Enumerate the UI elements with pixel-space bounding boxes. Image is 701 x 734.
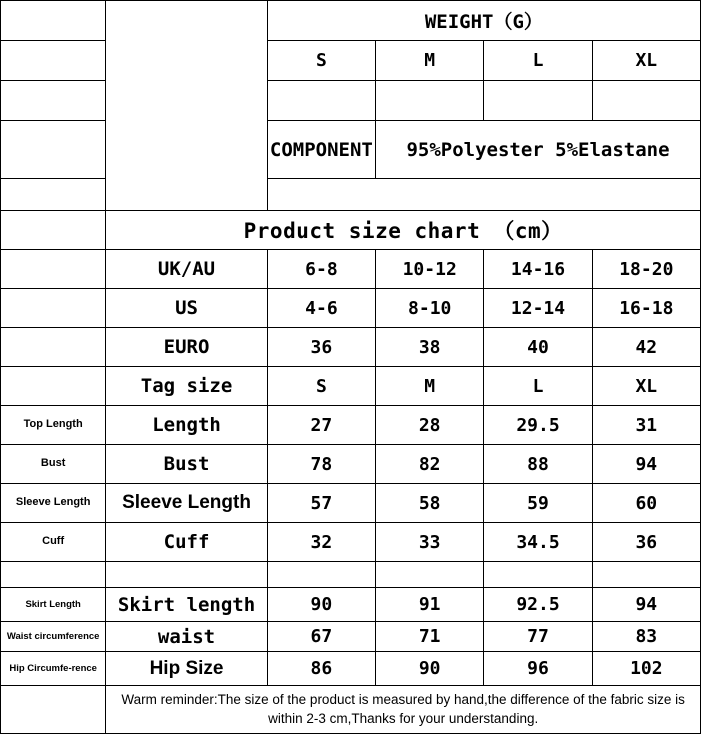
cell-value: 18-20 [592, 250, 700, 289]
weight-value-xl [592, 81, 700, 121]
product-photo [106, 1, 267, 211]
cell-value: 91 [376, 588, 484, 622]
blank-cell [267, 179, 700, 211]
side-label-skirt-length: Skirt Length [1, 588, 106, 622]
table-row [1, 445, 701, 484]
warm-reminder-note: Warm reminder:The size of the product is measured by hand,the difference of the fabric size is within 2-3 cm,Thanks for your understanding. [106, 686, 701, 734]
component-label: COMPONENT [267, 121, 375, 179]
side-label-sleeve-length: Sleeve Length [1, 484, 106, 523]
side-label-bust: Bust [1, 445, 106, 484]
weight-size-l: L [484, 41, 592, 81]
cell-value: 58 [376, 484, 484, 523]
side-label-top-length: Top Length [1, 406, 106, 445]
cell-value: M [376, 367, 484, 406]
cell-value: 40 [484, 328, 592, 367]
size-chart-title-row [1, 211, 701, 250]
cell-value [376, 562, 484, 588]
blank-cell [1, 686, 106, 734]
cell-value: XL [592, 367, 700, 406]
row-label-sleeve-length: Sleeve Length [106, 484, 267, 523]
cell-value: 32 [267, 523, 375, 562]
cell-value: 96 [484, 652, 592, 686]
row-label-waist: waist [106, 622, 267, 652]
side-label [1, 289, 106, 328]
row-label-uk-au: UK/AU [106, 250, 267, 289]
weight-value-s [267, 81, 375, 121]
cell-value: 38 [376, 328, 484, 367]
cell-value: 77 [484, 622, 592, 652]
weight-title-row [1, 1, 701, 41]
cell-value: 28 [376, 406, 484, 445]
table-row [1, 328, 701, 367]
blank-cell [1, 81, 106, 121]
blank-cell [1, 41, 106, 81]
weight-value-m [376, 81, 484, 121]
table-row [1, 523, 701, 562]
table-row [1, 622, 701, 652]
weight-size-m: M [376, 41, 484, 81]
cell-value: 31 [592, 406, 700, 445]
cell-value: S [267, 367, 375, 406]
side-label [1, 367, 106, 406]
blank-cell [1, 121, 106, 179]
side-label-cuff: Cuff [1, 523, 106, 562]
blank-cell [1, 1, 106, 41]
cell-value [267, 562, 375, 588]
weight-title: WEIGHT（G） [267, 1, 700, 41]
row-label-us: US [106, 289, 267, 328]
cell-value: 60 [592, 484, 700, 523]
row-label-length: Length [106, 406, 267, 445]
cell-value: 33 [376, 523, 484, 562]
cell-value: 94 [592, 588, 700, 622]
table-row [1, 588, 701, 622]
cell-value: 14-16 [484, 250, 592, 289]
table-row [1, 484, 701, 523]
cell-value: 102 [592, 652, 700, 686]
blank-cell [1, 179, 106, 211]
cell-value: 34.5 [484, 523, 592, 562]
cell-value: 82 [376, 445, 484, 484]
cell-value: 29.5 [484, 406, 592, 445]
cell-value: 67 [267, 622, 375, 652]
cell-value: 78 [267, 445, 375, 484]
cell-value: 36 [592, 523, 700, 562]
table-row [1, 289, 701, 328]
row-label-bust: Bust [106, 445, 267, 484]
row-label-cuff: Cuff [106, 523, 267, 562]
cell-value: 59 [484, 484, 592, 523]
weight-value-l [484, 81, 592, 121]
row-label-tag-size: Tag size [106, 367, 267, 406]
cell-value: 83 [592, 622, 700, 652]
cell-value: 27 [267, 406, 375, 445]
cell-value: 94 [592, 445, 700, 484]
cell-value: 92.5 [484, 588, 592, 622]
cell-value: 16-18 [592, 289, 700, 328]
footer-row [1, 686, 701, 734]
cell-value: 90 [376, 652, 484, 686]
side-label-hip-circumference: Hip Circumfe-rence [1, 652, 106, 686]
cell-value: 90 [267, 588, 375, 622]
side-label-waist-circumference: Waist circumference [1, 622, 106, 652]
row-label-hip-size: Hip Size [106, 652, 267, 686]
row-label-euro: EURO [106, 328, 267, 367]
table-row [1, 367, 701, 406]
blank-cell [1, 211, 106, 250]
component-value: 95%Polyester 5%Elastane [376, 121, 701, 179]
side-label [1, 250, 106, 289]
row-label-skirt-length: Skirt length [106, 588, 267, 622]
table-row [1, 250, 701, 289]
cell-value: 4-6 [267, 289, 375, 328]
weight-size-xl: XL [592, 41, 700, 81]
cell-value: 6-8 [267, 250, 375, 289]
cell-value: 36 [267, 328, 375, 367]
cell-value: 8-10 [376, 289, 484, 328]
cell-value: 57 [267, 484, 375, 523]
cell-value: 42 [592, 328, 700, 367]
cell-value: 86 [267, 652, 375, 686]
weight-size-s: S [267, 41, 375, 81]
size-chart-title: Product size chart （cm） [106, 211, 701, 250]
table-row [1, 406, 701, 445]
row-label [106, 562, 267, 588]
side-label [1, 562, 106, 588]
cell-value [592, 562, 700, 588]
cell-value: L [484, 367, 592, 406]
cell-value: 10-12 [376, 250, 484, 289]
side-label [1, 328, 106, 367]
cell-value: 71 [376, 622, 484, 652]
cell-value: 12-14 [484, 289, 592, 328]
table-row-spacer [1, 562, 701, 588]
table-row [1, 652, 701, 686]
cell-value [484, 562, 592, 588]
cell-value: 88 [484, 445, 592, 484]
